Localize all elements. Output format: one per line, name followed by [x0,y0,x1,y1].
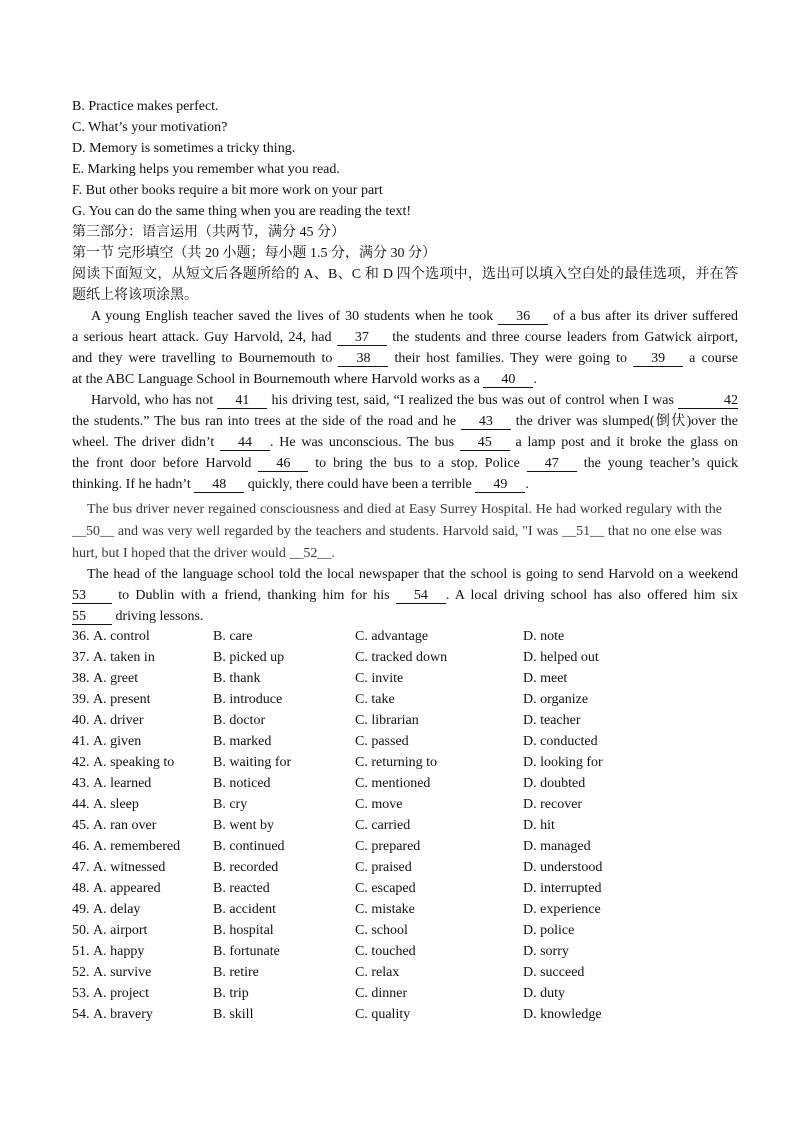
question-number: 38. [72,670,90,686]
blank-53: 53 [72,589,112,604]
option-a: A. sleep [93,796,139,812]
passage-text: the young teacher’s quick [576,456,738,471]
subsection-heading: 第一节 完形填空（共 20 小题；每小题 1.5 分，满分 30 分） [72,246,436,261]
passage-text: a lamp post and it broke the glass on [509,435,738,450]
passage-text: Harvold, who has not [91,393,218,408]
option-a-cell [72,815,213,836]
passage-paragraph-1 [72,306,738,390]
option-a: A. taken in [93,649,155,665]
passage-line [72,390,738,411]
option-a: A. project [93,985,149,1001]
option-d: D. police [523,922,575,938]
passage-text: The bus driver never regained consciousness and died at Easy Surrey Hospital. He had worked regulary with the [87,502,722,517]
option-c: C. dinner [355,985,408,1001]
question-number: 49. [72,901,90,917]
passage-text: a serious heart attack. Guy Harvold, 24, had [72,330,337,345]
passage-line [72,564,738,585]
question-row [72,794,738,815]
question-row [72,731,738,752]
question-number: 36. [72,628,90,644]
blank-54: 54 [396,589,446,604]
passage-text: to Dublin with a friend, thanking him for his [112,588,396,603]
option-a: A. survive [93,964,152,980]
option-a-cell [72,731,213,752]
option-d: D. experience [523,901,601,917]
question-number: 45. [72,817,90,833]
question-number: 50. [72,922,90,938]
option-a-cell [72,710,213,731]
question-row [72,899,738,920]
blank-40: 40 [483,373,533,388]
option-d: D. succeed [523,964,585,980]
option-d: D. meet [523,670,568,686]
instructions-line: 阅读下面短文，从短文后各题所给的 A、B、C 和 D 四个选项中，选出可以填入空白处的最佳选项，并在答 [72,267,738,282]
question-row [72,689,738,710]
blank-55: 55 [72,610,112,625]
option-a-cell [72,689,213,710]
seven-choice-option: F. But other books require a bit more work on your part [72,183,383,198]
question-row [72,941,738,962]
option-b: B. went by [213,817,275,833]
question-row [72,962,738,983]
passage-text: of a bus after its driver suffered [548,309,738,324]
option-b: B. picked up [213,649,285,665]
option-c: C. carried [355,817,411,833]
question-row [72,983,738,1004]
question-row [72,647,738,668]
option-a: A. speaking to [93,754,175,770]
option-a: A. happy [93,943,145,959]
option-a-cell [72,794,213,815]
instructions-line: 题纸上将该项涂黑。 [72,288,198,303]
passage-line [72,348,738,369]
blank-44: 44 [220,436,270,451]
question-options [72,626,738,1025]
question-number: 41. [72,733,90,749]
passage-text: a course [683,351,738,366]
question-row [72,857,738,878]
option-c: C. move [355,796,403,812]
option-b: B. cry [213,796,248,812]
option-b: B. skill [213,1006,254,1022]
passage-text: to bring the bus to a stop. Police [308,456,527,471]
option-b: B. thank [213,670,261,686]
question-row [72,626,738,647]
question-number: 47. [72,859,90,875]
section-heading: 第三部分：语言运用（共两节，满分 45 分） [72,225,345,240]
blank-45: 45 [460,436,510,451]
option-d: D. organize [523,691,589,707]
option-c: C. school [355,922,408,938]
option-b: B. hospital [213,922,274,938]
option-d: D. helped out [523,649,599,665]
option-c: C. touched [355,943,416,959]
passage-paragraph-4 [72,564,738,627]
option-a-cell [72,626,213,647]
option-a: A. airport [93,922,148,938]
passage-line [72,453,738,474]
option-c: C. relax [355,964,400,980]
option-d: D. understood [523,859,603,875]
blank-47: 47 [527,457,577,472]
question-number: 39. [72,691,90,707]
passage-line [72,521,722,543]
passage-line [72,474,738,495]
option-c: C. escaped [355,880,416,896]
question-number: 42. [72,754,90,770]
question-number: 48. [72,880,90,896]
option-b: B. accident [213,901,276,917]
option-b: B. marked [213,733,272,749]
question-number: 44. [72,796,90,812]
option-c: C. prepared [355,838,421,854]
option-b: B. retire [213,964,259,980]
option-d: D. hit [523,817,555,833]
question-row [72,668,738,689]
option-a-cell [72,899,213,920]
option-c: C. tracked down [355,649,448,665]
question-row [72,752,738,773]
option-a: A. witnessed [93,859,166,875]
passage-text: the students and three course leaders from Gatwick airport, [386,330,738,345]
passage-text: and they were travelling to Bournemouth to [72,351,339,366]
passage-text: The head of the language school told the local newspaper that the school is going to send Harvold on a weekend [87,567,738,582]
seven-choice-option: C. What’s your motivation? [72,120,228,135]
option-b: B. doctor [213,712,266,728]
option-a-cell [72,857,213,878]
option-a-cell [72,878,213,899]
passage-line [72,606,738,627]
blank-37: 37 [337,331,387,346]
question-row [72,836,738,857]
option-b: B. recorded [213,859,279,875]
passage-text: their host families. They were going to [388,351,634,366]
blank-49: 49 [475,478,525,493]
question-number: 43. [72,775,90,791]
option-a-cell [72,1004,213,1025]
option-b: B. noticed [213,775,271,791]
seven-choice-option: B. Practice makes perfect. [72,99,219,114]
question-number: 46. [72,838,90,854]
option-c: C. advantage [355,628,429,644]
option-c: C. invite [355,670,404,686]
option-b: B. reacted [213,880,270,896]
question-row [72,920,738,941]
option-c: C. mistake [355,901,415,917]
passage-line [72,411,738,432]
blank-42: 42 [678,394,738,409]
option-a: A. control [93,628,150,644]
passage-line [72,543,722,565]
question-row [72,1004,738,1025]
passage-text: at the ABC Language School in Bournemouth where Harvold works as a [72,372,484,387]
passage-text: hurt, but I hoped that the driver would __52__. [72,546,335,561]
option-d: D. duty [523,985,565,1001]
passage-text: . He was unconscious. The bus [270,435,460,450]
question-number: 52. [72,964,90,980]
option-a-cell [72,941,213,962]
option-b: B. trip [213,985,249,1001]
blank-48: 48 [194,478,244,493]
seven-choice-option: E. Marking helps you remember what you read. [72,162,340,177]
option-a: A. bravery [93,1006,153,1022]
option-a-cell [72,752,213,773]
passage-text: the students.” The bus ran into trees at the side of the road and he [72,414,461,429]
question-number: 53. [72,985,90,1001]
option-c: C. take [355,691,395,707]
option-b: B. waiting for [213,754,292,770]
option-a: A. appeared [93,880,161,896]
question-number: 54. [72,1006,90,1022]
blank-46: 46 [258,457,308,472]
option-d: D. looking for [523,754,603,770]
blank-38: 38 [338,352,388,367]
passage-text: driving lessons. [112,609,204,624]
question-row [72,815,738,836]
option-c: C. librarian [355,712,419,728]
passage-line [72,306,738,327]
option-d: D. sorry [523,943,569,959]
option-d: D. conducted [523,733,598,749]
option-c: C. passed [355,733,409,749]
question-number: 40. [72,712,90,728]
blank-36: 36 [498,310,548,325]
option-a: A. greet [93,670,139,686]
passage-text: . [525,477,529,492]
option-b: B. care [213,628,253,644]
option-b: B. introduce [213,691,283,707]
option-a-cell [72,983,213,1004]
passage-line [72,327,738,348]
option-a: A. present [93,691,151,707]
blank-39: 39 [633,352,683,367]
option-b: B. continued [213,838,285,854]
question-number: 37. [72,649,90,665]
option-d: D. recover [523,796,583,812]
option-a: A. driver [93,712,144,728]
option-a-cell [72,962,213,983]
option-c: C. mentioned [355,775,431,791]
option-a: A. learned [93,775,152,791]
passage-line [72,499,722,521]
question-row [72,878,738,899]
passage-line [72,585,738,606]
passage-text: quickly, there could have been a terrible [244,477,476,492]
passage-text: thinking. If he hadn’t [72,477,195,492]
option-d: D. knowledge [523,1006,602,1022]
question-row [72,773,738,794]
option-d: D. note [523,628,565,644]
blank-41: 41 [217,394,267,409]
option-d: D. managed [523,838,591,854]
option-a: A. given [93,733,142,749]
passage-text: . [533,372,537,387]
option-a-cell [72,773,213,794]
passage-text: the driver was slumped(倒伏)over the [510,414,738,429]
option-c: C. praised [355,859,412,875]
option-d: D. doubted [523,775,586,791]
passage-text: A young English teacher saved the lives of 30 students when he took [91,309,499,324]
option-d: D. interrupted [523,880,602,896]
passage-line [72,432,738,453]
passage-text: . A local driving school has also offered him six [445,588,738,603]
passage-text: __50__ and was very well regarded by the teachers and students. Harvold said, "I was __51__ that no one else was [72,524,722,539]
option-a-cell [72,668,213,689]
question-number: 51. [72,943,90,959]
option-d: D. teacher [523,712,581,728]
question-row [72,710,738,731]
option-c: C. returning to [355,754,438,770]
passage-paragraph-3 [72,499,722,565]
option-a-cell [72,647,213,668]
blank-43: 43 [461,415,511,430]
passage-text: wheel. The driver didn’t [72,435,221,450]
passage-paragraph-2 [72,390,738,495]
passage-text: the front door before Harvold [72,456,259,471]
seven-choice-option: D. Memory is sometimes a tricky thing. [72,141,296,156]
option-b: B. fortunate [213,943,280,959]
option-a-cell [72,920,213,941]
option-a: A. ran over [93,817,157,833]
option-a: A. delay [93,901,141,917]
seven-choice-option: G. You can do the same thing when you are reading the text! [72,204,412,219]
passage-text: his driving test, said, “I realized the bus was out of control when I was [267,393,678,408]
option-a: A. remembered [93,838,181,854]
option-a-cell [72,836,213,857]
option-c: C. quality [355,1006,411,1022]
document-page [72,96,738,1025]
passage-line [72,369,738,390]
